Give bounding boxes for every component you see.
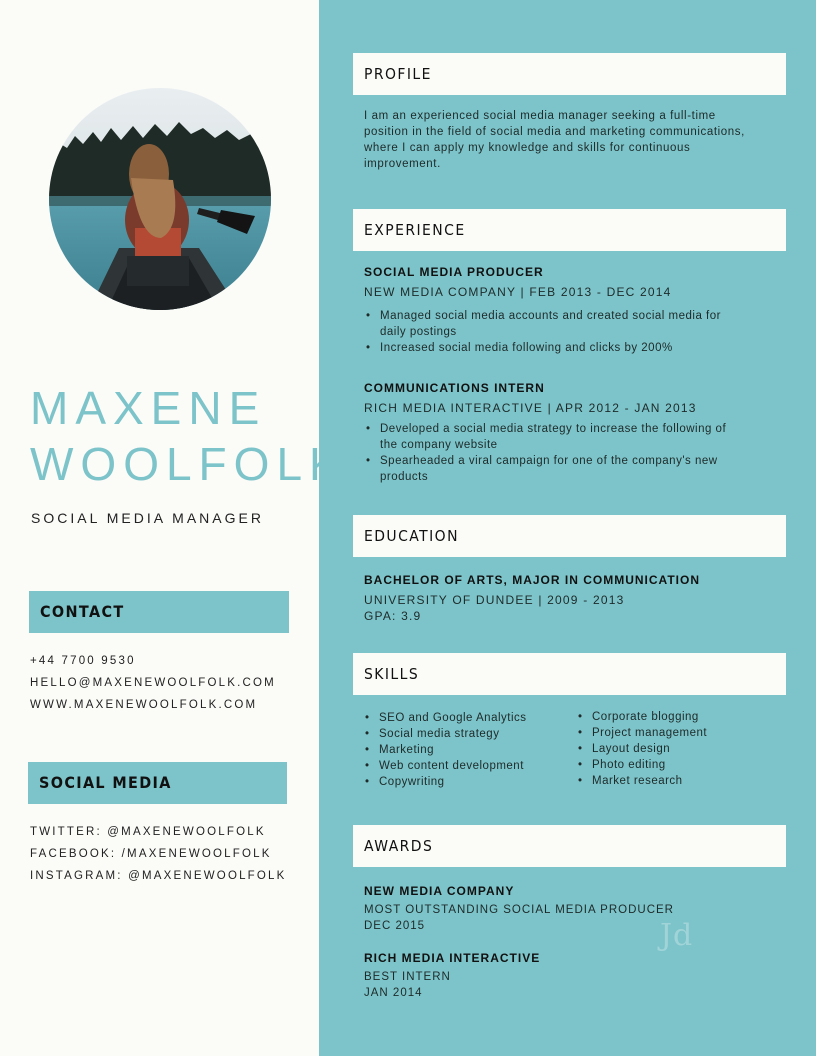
job-bullet — [364, 453, 764, 485]
profile-line: I am an experienced social media manager seeking a full-time — [364, 110, 716, 122]
education-degree: BACHELOR OF ARTS, MAJOR IN COMMUNICATION — [364, 573, 700, 587]
profile-line: improvement. — [364, 158, 441, 170]
awards-heading-label: AWARDS — [364, 837, 434, 855]
profile-summary — [364, 108, 774, 172]
skill-item: • Corporate blogging — [577, 709, 707, 725]
social-media-heading-label: SOCIAL MEDIA — [39, 773, 172, 792]
skill-item: • Social media strategy — [364, 726, 527, 742]
candidate-name — [30, 380, 347, 492]
job-bullet — [364, 308, 764, 340]
profile-line: where I can apply my knowledge and skills for continuous — [364, 142, 691, 154]
job-bullet-line: • Developed a social media strategy to increase the following of — [380, 423, 727, 435]
skills-column-2 — [577, 709, 707, 789]
social-media-list — [30, 821, 287, 887]
award-organization: RICH MEDIA INTERACTIVE — [364, 951, 541, 965]
skills-heading-label: SKILLS — [364, 665, 420, 683]
job-bullet — [364, 421, 764, 453]
job-title: COMMUNICATIONS INTERN — [364, 381, 545, 395]
experience-heading — [353, 209, 786, 251]
skill-item: • Copywriting — [364, 774, 527, 790]
job-bullets — [364, 421, 764, 485]
job-bullet-line: products — [380, 471, 429, 483]
job-bullet — [364, 340, 764, 356]
education-school: UNIVERSITY OF DUNDEE | 2009 - 2013 — [364, 593, 625, 607]
job-bullet-line: the company website — [380, 439, 498, 451]
social-twitter[interactable]: TWITTER: @MAXENEWOOLFOLK — [30, 826, 266, 838]
profile-photo — [49, 88, 271, 310]
education-heading — [353, 515, 786, 557]
job-company: RICH MEDIA INTERACTIVE | APR 2012 - JAN 2013 — [364, 401, 697, 415]
contact-list — [30, 650, 276, 716]
skill-item: • Marketing — [364, 742, 527, 758]
experience-heading-label: EXPERIENCE — [364, 221, 466, 239]
skill-item: • Photo editing — [577, 757, 707, 773]
skill-item: • Layout design — [577, 741, 707, 757]
contact-website[interactable]: WWW.MAXENEWOOLFOLK.COM — [30, 699, 258, 711]
contact-heading — [29, 591, 289, 633]
watermark-logo: Jd — [660, 918, 694, 953]
contact-phone: +44 7700 9530 — [30, 655, 136, 667]
social-media-heading — [28, 762, 287, 804]
job-bullet-line: • Increased social media following and clicks by 200% — [380, 342, 673, 354]
profile-line: position in the field of social media and marketing communications, — [364, 126, 745, 138]
job-company: NEW MEDIA COMPANY | FEB 2013 - DEC 2014 — [364, 285, 672, 299]
skills-heading — [353, 653, 786, 695]
education-heading-label: EDUCATION — [364, 527, 459, 545]
profile-heading — [353, 53, 786, 95]
education-gpa: GPA: 3.9 — [364, 609, 422, 623]
award-title: MOST OUTSTANDING SOCIAL MEDIA PRODUCER — [364, 904, 674, 916]
contact-heading-label: CONTACT — [40, 602, 125, 621]
social-instagram[interactable]: INSTAGRAM: @MAXENEWOOLFOLK — [30, 870, 287, 882]
first-name: MAXENE — [30, 382, 267, 434]
award-title: BEST INTERN — [364, 971, 451, 983]
skill-item: • SEO and Google Analytics — [364, 710, 527, 726]
job-bullet-line: • Spearheaded a viral campaign for one of the company's new — [380, 455, 718, 467]
profile-heading-label: PROFILE — [364, 65, 432, 83]
award-date: DEC 2015 — [364, 920, 426, 932]
last-name: WOOLFOLK — [30, 438, 347, 490]
profile-photo-illustration — [49, 88, 271, 310]
job-subtitle: SOCIAL MEDIA MANAGER — [31, 510, 264, 526]
social-facebook[interactable]: FACEBOOK: /MAXENEWOOLFOLK — [30, 848, 272, 860]
award-organization: NEW MEDIA COMPANY — [364, 884, 515, 898]
job-title: SOCIAL MEDIA PRODUCER — [364, 265, 544, 279]
skill-item: • Market research — [577, 773, 707, 789]
job-bullet-line: • Managed social media accounts and created social media for — [380, 310, 721, 322]
contact-email[interactable]: HELLO@MAXENEWOOLFOLK.COM — [30, 677, 276, 689]
award-date: JAN 2014 — [364, 987, 423, 999]
skills-column-1 — [364, 710, 527, 790]
skill-item: • Web content development — [364, 758, 527, 774]
job-bullets — [364, 308, 764, 356]
job-bullet-line: daily postings — [380, 326, 457, 338]
skill-item: • Project management — [577, 725, 707, 741]
awards-heading — [353, 825, 786, 867]
